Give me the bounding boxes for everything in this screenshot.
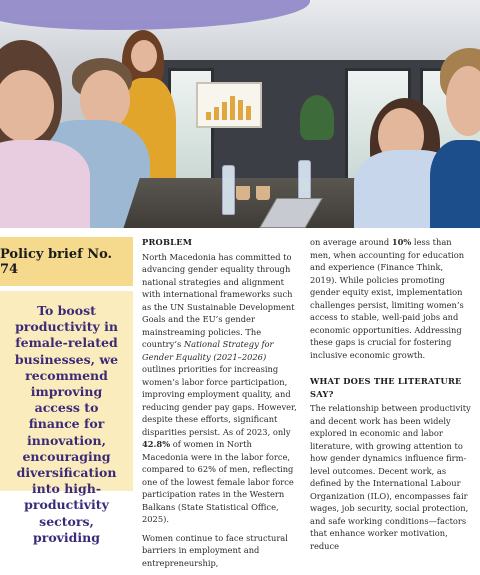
problem-paragraph-1: North Macedonia has committed to advancing gender equality through national strategies and alignment with international frameworks such as the UN Sustainable Development Goals and the EU’s gender mainstreaming policies. The country’s National Strategy for Gender Equality (2021–2026) outlines priorities for increasing women’s labor force participation, improving employment quality, and reducing gender pay gaps. However, despite these efforts, significant disparities persist. As of 2023, only 42.8% of women in North Macedonia were in the labor force, compared to 62% of men, reflecting one of the lowest female labor force participation rates in the Western Balkans (State Statistical Office, 2025). bbox=[142, 251, 297, 524]
policy-brief-label: Policy brief No. 74 bbox=[0, 246, 113, 277]
presentation-chart-board bbox=[196, 82, 262, 128]
policy-brief-label-box bbox=[0, 237, 133, 286]
column-literature bbox=[310, 236, 472, 558]
header-photo bbox=[0, 0, 480, 228]
section-heading-literature: WHAT DOES THE LITERATURE SAY? bbox=[310, 376, 462, 399]
water-bottle bbox=[222, 165, 235, 215]
coffee-cup bbox=[236, 186, 250, 200]
recommendation-box bbox=[0, 291, 133, 545]
continued-paragraph: on average around 10% less than men, when accounting for education and experience (Finance Think, 2019). While policies promoting gender equity exist, implementation challenges persist, limiting women’s access to stable, well-paid jobs and economic opportunities. Addressing these gaps is crucial for fostering inclusive economic growth. bbox=[310, 237, 465, 360]
coffee-cup bbox=[256, 186, 270, 200]
recommendation-text: To boost productivity in female-related businesses, we recommend improving access to finance for innovation, encouraging diversification into high-productivity sectors, providing bbox=[14, 303, 119, 545]
sidebar bbox=[0, 228, 133, 545]
section-heading-problem: PROBLEM bbox=[142, 237, 193, 247]
plant bbox=[300, 95, 334, 140]
problem-paragraph-2: Women continue to face structural barriers in employment and entrepreneurship, bbox=[142, 532, 288, 568]
literature-paragraph-1: The relationship between productivity and decent work has been widely explored in economic and labor literature, with growing attention to how gender dynamics influence firm-level outcomes. Decent work, as defined by the International Labour Organization (ILO), encompasses fair wages, job security, social protection, and safe working conditions—factors that enhance worker motivation, reduce bbox=[310, 403, 471, 551]
column-problem bbox=[142, 236, 300, 575]
